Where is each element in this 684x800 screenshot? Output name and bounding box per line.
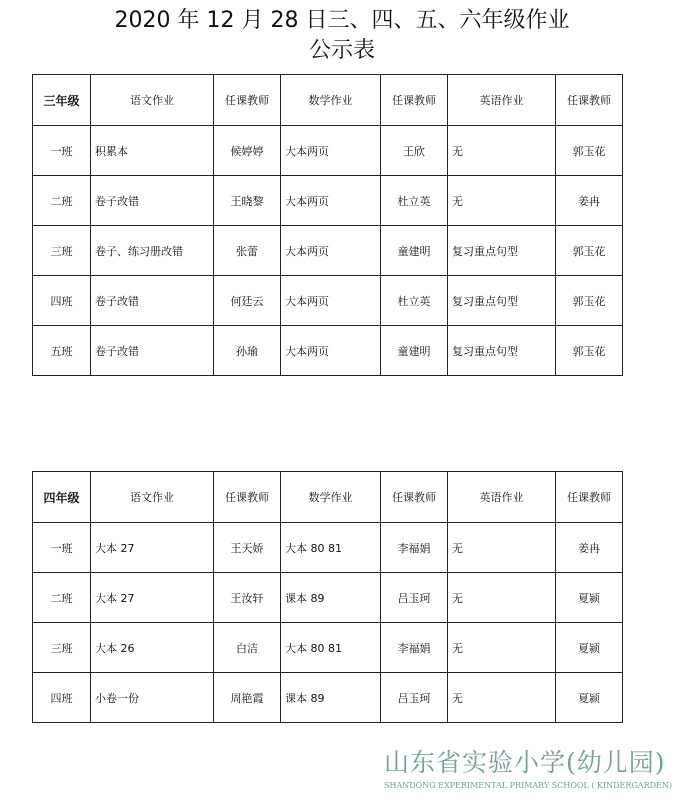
math-homework-cell: 大本 80 81: [281, 523, 381, 573]
grade4-table: [32, 471, 623, 723]
table-row: [33, 326, 623, 376]
title-line-1: 2020 年 12 月 28 日三、四、五、六年级作业: [114, 8, 570, 33]
teacher-cell: 郭玉花: [556, 126, 623, 176]
teacher-cell: 李福娟: [381, 523, 448, 573]
chinese-homework-cell: 卷子改错: [91, 276, 214, 326]
class-cell: 四班: [33, 673, 91, 723]
watermark-chinese: 山东省实验小学(幼儿园): [384, 748, 666, 777]
column-header: 英语作业: [448, 472, 556, 523]
column-header: 任课教师: [556, 472, 623, 523]
chinese-homework-cell: 大本 27: [91, 523, 214, 573]
class-cell: 四班: [33, 276, 91, 326]
english-homework-cell: 无: [448, 673, 556, 723]
chinese-homework-cell: 小卷一份: [91, 673, 214, 723]
teacher-cell: 王天娇: [214, 523, 281, 573]
teacher-cell: 孙瑜: [214, 326, 281, 376]
table-row: [33, 673, 623, 723]
teacher-cell: 杜立英: [381, 276, 448, 326]
table-header-row: [33, 75, 623, 126]
teacher-cell: 郭玉花: [556, 226, 623, 276]
english-homework-cell: 无: [448, 573, 556, 623]
chinese-homework-cell: 卷子改错: [91, 326, 214, 376]
column-header: 数学作业: [281, 472, 381, 523]
class-cell: 三班: [33, 623, 91, 673]
table-row: [33, 276, 623, 326]
class-cell: 二班: [33, 176, 91, 226]
class-cell: 一班: [33, 126, 91, 176]
column-header: 数学作业: [281, 75, 381, 126]
grade-label: 三年级: [33, 75, 91, 126]
teacher-cell: 王欣: [381, 126, 448, 176]
teacher-cell: 张蕾: [214, 226, 281, 276]
teacher-cell: 童建明: [381, 226, 448, 276]
teacher-cell: 吕玉珂: [381, 673, 448, 723]
english-homework-cell: 无: [448, 523, 556, 573]
math-homework-cell: 大本两页: [281, 176, 381, 226]
english-homework-cell: 复习重点句型: [448, 226, 556, 276]
teacher-cell: 白洁: [214, 623, 281, 673]
teacher-cell: 夏颍: [556, 573, 623, 623]
table-row: [33, 176, 623, 226]
chinese-homework-cell: 大本 27: [91, 573, 214, 623]
grade3-table: [32, 74, 623, 376]
english-homework-cell: 无: [448, 623, 556, 673]
math-homework-cell: 大本两页: [281, 326, 381, 376]
column-header: 语文作业: [91, 472, 214, 523]
table-row: [33, 226, 623, 276]
column-header: 任课教师: [556, 75, 623, 126]
title-line-2: 公示表: [308, 38, 375, 63]
teacher-cell: 杜立英: [381, 176, 448, 226]
teacher-cell: 李福娟: [381, 623, 448, 673]
teacher-cell: 姜冉: [556, 176, 623, 226]
teacher-cell: 夏颍: [556, 673, 623, 723]
watermark-english: SHANDONG EXPERIMENTAL PRIMARY SCHOOL ( KINDERGARDEN): [384, 781, 672, 790]
teacher-cell: 吕玉珂: [381, 573, 448, 623]
column-header: 英语作业: [448, 75, 556, 126]
column-header: 任课教师: [381, 75, 448, 126]
page-title: [0, 6, 684, 66]
teacher-cell: 郭玉花: [556, 326, 623, 376]
teacher-cell: 周艳霞: [214, 673, 281, 723]
class-cell: 一班: [33, 523, 91, 573]
table-row: [33, 573, 623, 623]
teacher-cell: 候婷婷: [214, 126, 281, 176]
column-header: 任课教师: [381, 472, 448, 523]
math-homework-cell: 大本两页: [281, 126, 381, 176]
chinese-homework-cell: 大本 26: [91, 623, 214, 673]
english-homework-cell: 无: [448, 126, 556, 176]
math-homework-cell: 大本两页: [281, 226, 381, 276]
table-row: [33, 623, 623, 673]
chinese-homework-cell: 卷子改错: [91, 176, 214, 226]
english-homework-cell: 复习重点句型: [448, 276, 556, 326]
table-header-row: [33, 472, 623, 523]
school-watermark: [384, 748, 684, 792]
table-row: [33, 523, 623, 573]
class-cell: 三班: [33, 226, 91, 276]
column-header: 任课教师: [214, 75, 281, 126]
math-homework-cell: 课本 89: [281, 673, 381, 723]
chinese-homework-cell: 积累本: [91, 126, 214, 176]
teacher-cell: 姜冉: [556, 523, 623, 573]
table-row: [33, 126, 623, 176]
teacher-cell: 何廷云: [214, 276, 281, 326]
math-homework-cell: 大本 80 81: [281, 623, 381, 673]
column-header: 任课教师: [214, 472, 281, 523]
teacher-cell: 王汝轩: [214, 573, 281, 623]
chinese-homework-cell: 卷子、练习册改错: [91, 226, 214, 276]
teacher-cell: 王晓黎: [214, 176, 281, 226]
math-homework-cell: 大本两页: [281, 276, 381, 326]
teacher-cell: 夏颍: [556, 623, 623, 673]
class-cell: 五班: [33, 326, 91, 376]
math-homework-cell: 课本 89: [281, 573, 381, 623]
english-homework-cell: 无: [448, 176, 556, 226]
column-header: 语文作业: [91, 75, 214, 126]
english-homework-cell: 复习重点句型: [448, 326, 556, 376]
grade-label: 四年级: [33, 472, 91, 523]
teacher-cell: 郭玉花: [556, 276, 623, 326]
teacher-cell: 童建明: [381, 326, 448, 376]
class-cell: 二班: [33, 573, 91, 623]
